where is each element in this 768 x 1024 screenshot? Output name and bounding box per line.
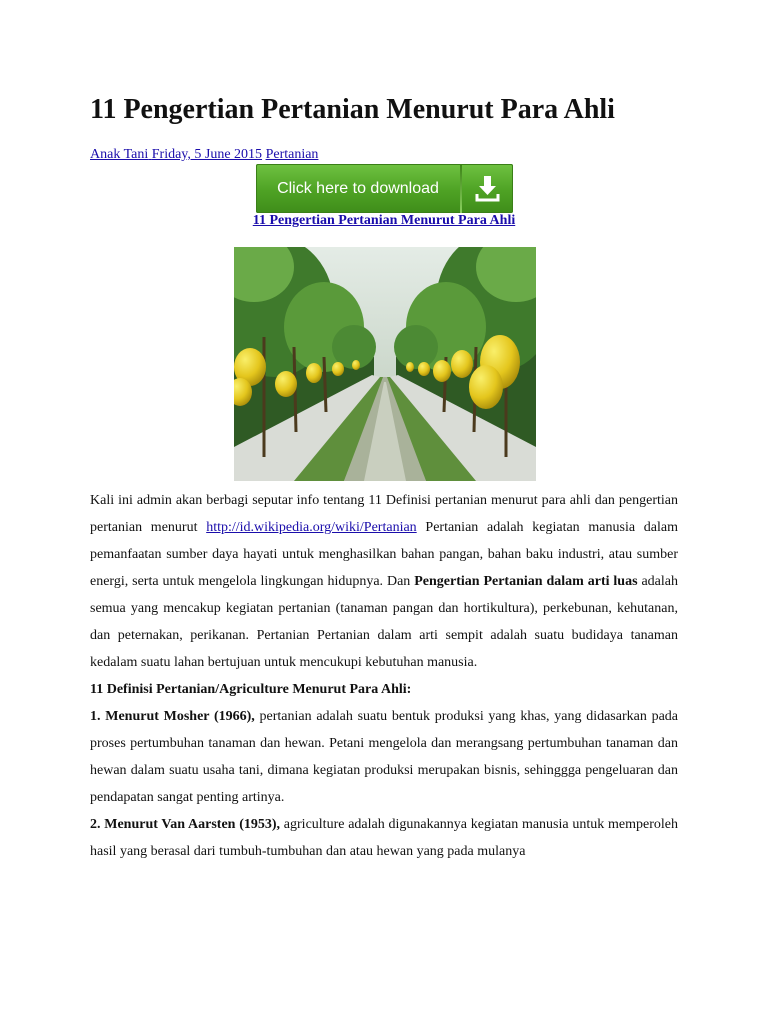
image-caption [0,212,768,230]
page-title: 11 Pengertian Pertanian Menurut Para Ahli [90,94,615,125]
definition-item [90,703,678,811]
author-date-link[interactable] [90,147,262,162]
intro-text-1: Kali ini admin akan berbagi seputar info tentang 11 Definisi pertanian menurut para ahli dan pengertian pertanian menurut [90,493,678,535]
definition-heading: 1. Menurut Mosher (1966), [90,709,255,724]
caption-link[interactable]: 11 Pengertian Pertanian Menurut Para Ahli [252,213,516,228]
post-meta [90,146,318,164]
definition-text: agriculture adalah digunakannya kegiatan manusia untuk memperoleh hasil yang berasal dari tumbuh-tumbuhan dan atau hewan yang pada mulanya [90,817,678,859]
wikipedia-link[interactable]: http://id.wikipedia.org/wiki/Pertanian [206,520,417,535]
article-body [90,487,678,865]
definition-item [90,811,678,865]
category-link[interactable]: Pertanian [265,147,319,162]
intro-text-2: Pertanian adalah kegiatan manusia dalam pemanfaatan sumber daya hayati untuk menghasilkan bahan pangan, bahan baku industri, atau sumber energi, serta untuk mengelola lingkungan hidupnya. Dan [90,520,678,589]
intro-paragraph [90,487,678,676]
definition-text: pertanian adalah suatu bentuk produksi yang khas, yang didasarkan pada proses pertumbuhan tanaman dan hewan. Petani mengelola dan merangsang pertumbuhan tanaman dan hewan dalam suatu usaha tani, dimana kegiatan produksi merupakan bisnis, sehinggga pengeluaran dan pendapatan sangat penting artinya. [90,709,678,805]
download-button[interactable] [256,164,513,213]
download-button-label: Click here to download [277,180,439,197]
download-icon [462,164,513,213]
intro-text-3: adalah semua yang mencakup kegiatan pertanian (tanaman pangan dan hortikultura), perkebunan, kehutanan, dan peternakan, perikanan. Pertanian Pertanian dalam arti sempit adalah suatu budidaya tanaman kedalam suatu lahan bertujuan untuk mencukupi kebutuhan manusia. [90,574,678,670]
intro-bold-term: Pengertian Pertanian dalam arti luas [414,574,638,589]
definition-heading: 2. Menurut Van Aarsten (1953), [90,817,281,832]
author-name: Anak Tani [90,147,149,162]
section-heading-text: 11 Definisi Pertanian/Agriculture Menurut Para Ahli: [90,682,412,697]
section-heading [90,676,678,703]
melon-greenhouse-photo [234,247,536,481]
post-date: Friday, 5 June 2015 [151,147,263,162]
